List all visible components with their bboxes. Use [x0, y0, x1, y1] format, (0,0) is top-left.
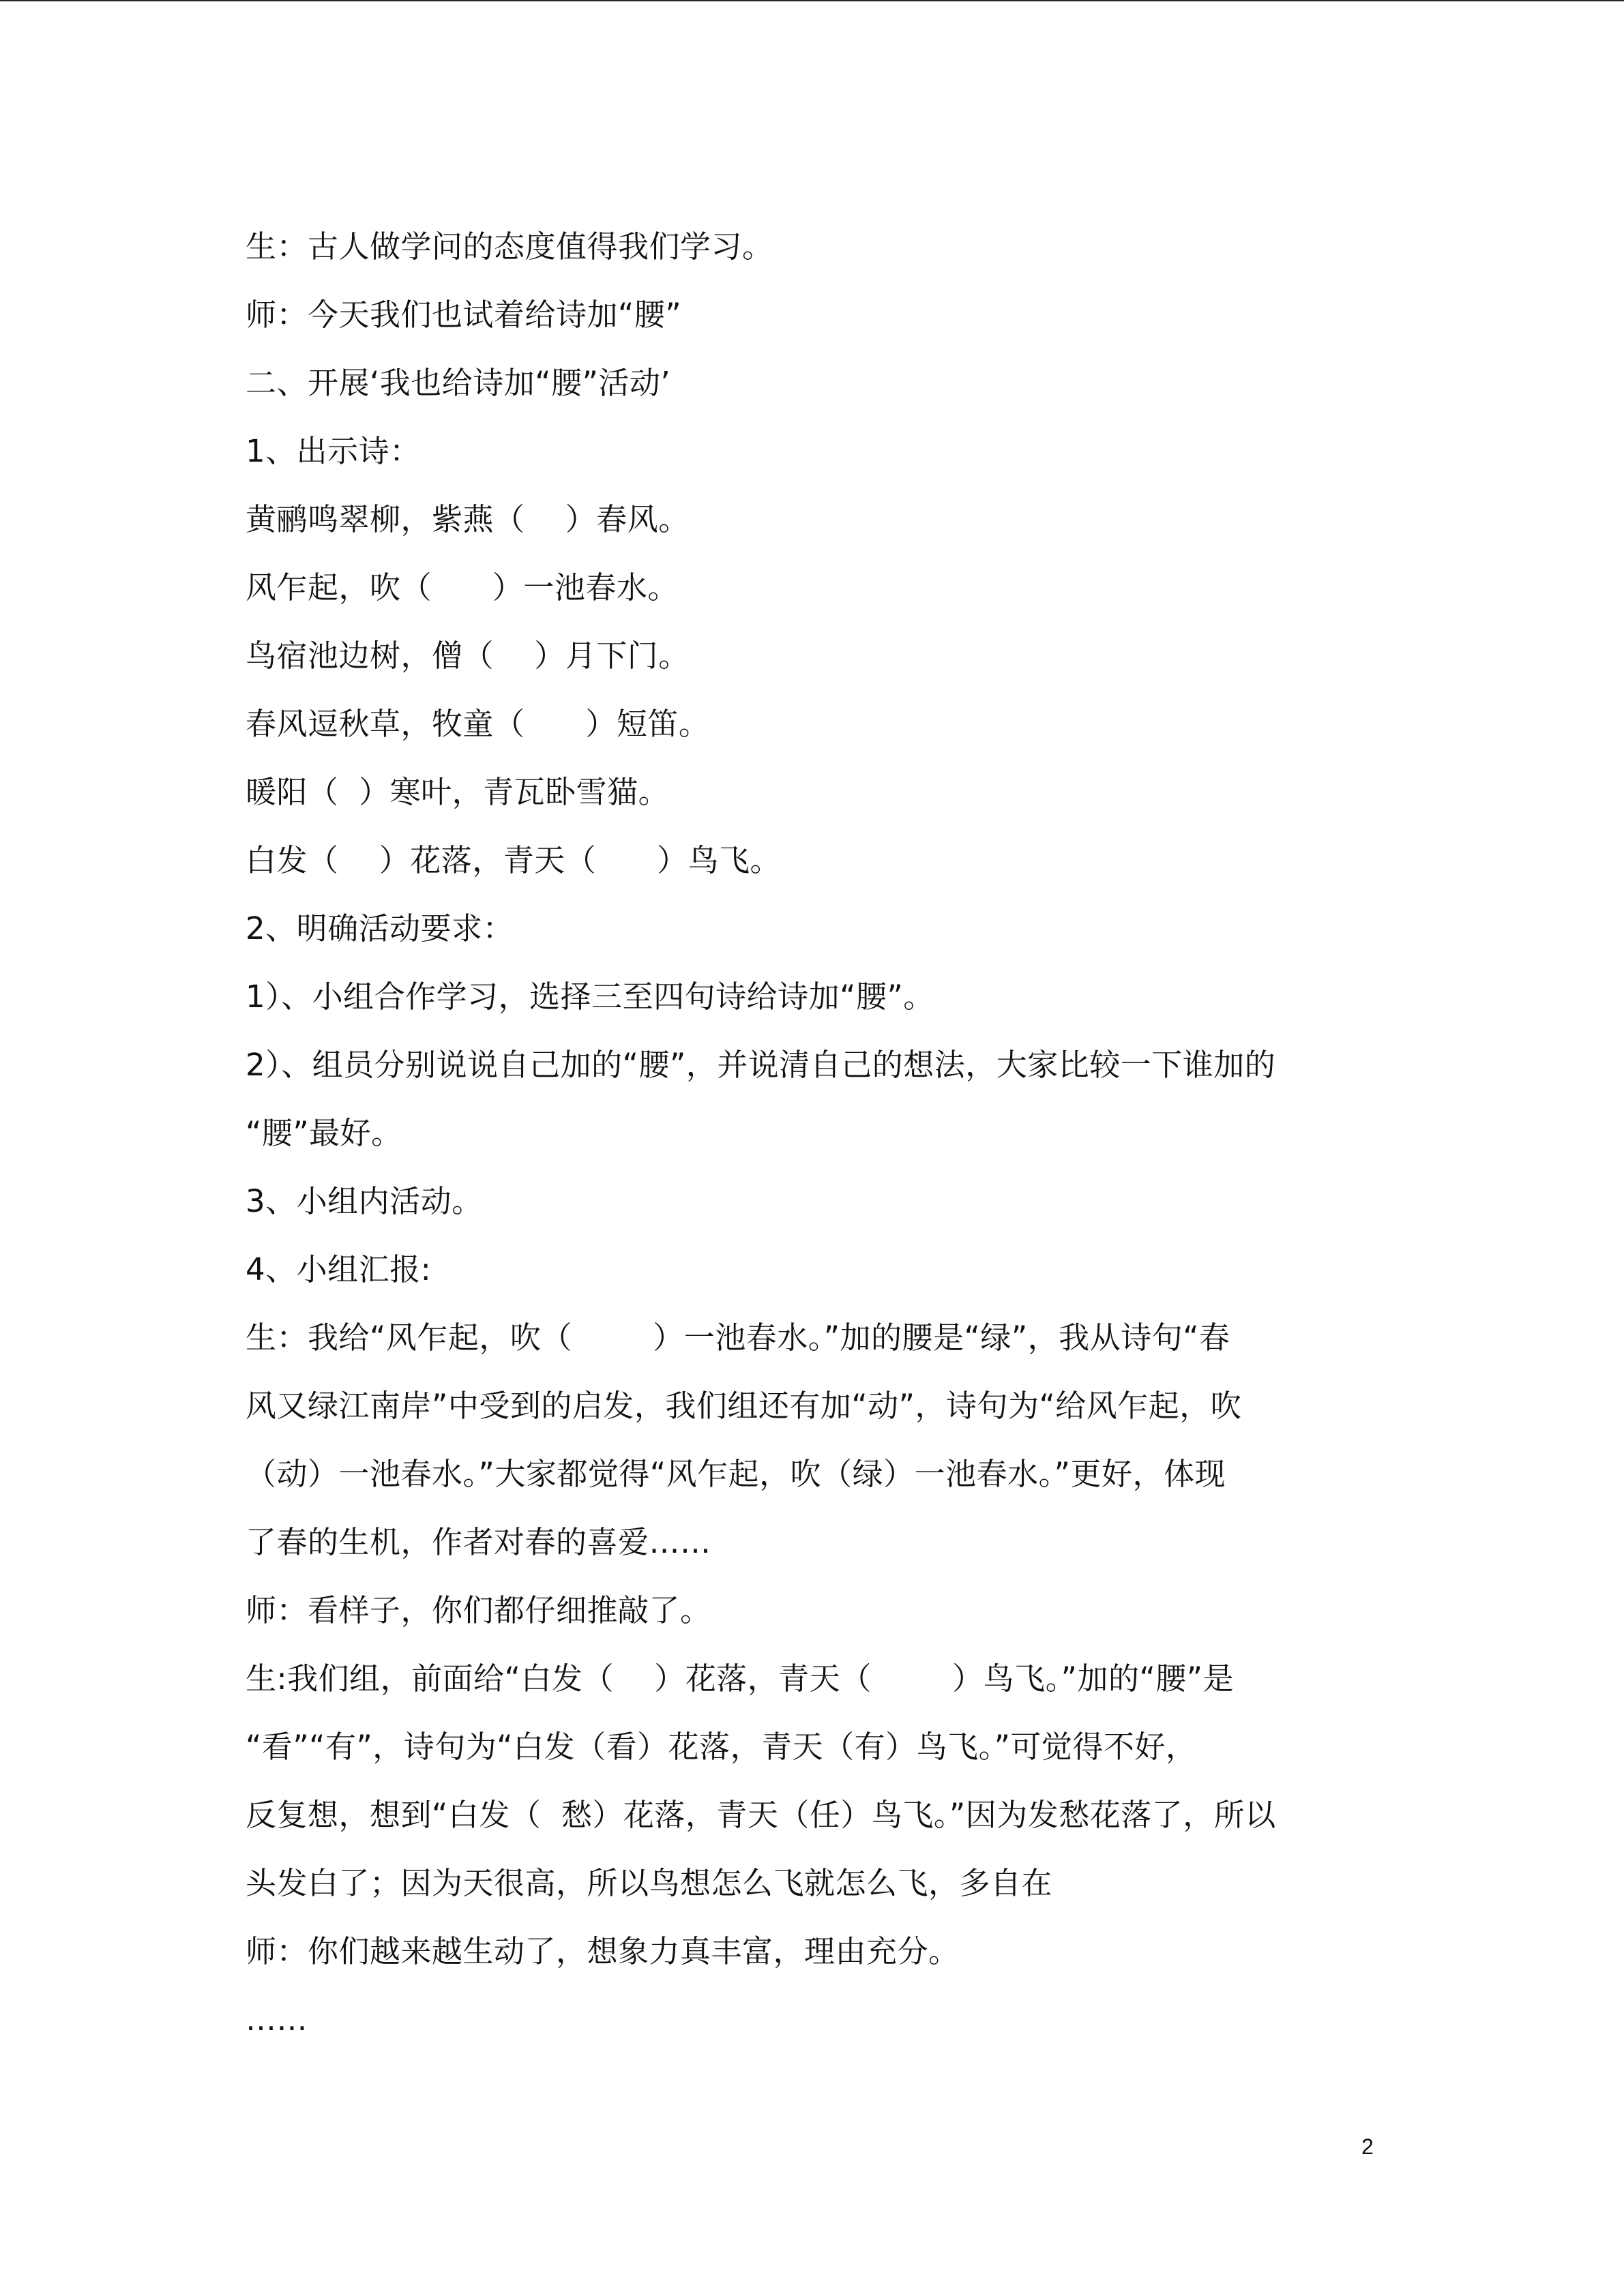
poem-line: 鸟宿池边树，僧（ ）月下门。: [246, 638, 690, 674]
poem-line: 风乍起，吹（ ）一池春水。: [246, 569, 679, 606]
text-line: 生:我们组，前面给“白发（ ）花落，青天（ ）鸟飞。”加的“腰”是: [246, 1660, 1235, 1697]
text-line: 生：我给“风乍起，吹（ ）一池春水。”加的腰是“绿”，我从诗句“春: [246, 1320, 1230, 1356]
section-heading: 二、开展‘我也给诗加“腰”活动’: [246, 365, 671, 401]
poem-line: 黄鹂鸣翠柳，紫燕（ ）春风。: [246, 501, 690, 537]
page-number: 2: [1361, 2134, 1374, 2159]
text-line: “腰”最好。: [246, 1115, 402, 1151]
text-line: 1、出示诗：: [246, 433, 421, 469]
poem-line: 白发（ ）花落，青天（ ）鸟飞。: [246, 842, 782, 878]
text-line: （动）一池春水。”大家都觉得“风乍起，吹（绿）一池春水。”更好，体现: [246, 1456, 1226, 1492]
text-line: 4、小组汇报:: [246, 1251, 432, 1287]
text-line: 风又绿江南岸”中受到的启发，我们组还有加“动”，诗句为“给风乍起，吹: [246, 1388, 1242, 1424]
text-line: 生：古人做学问的态度值得我们学习。: [246, 228, 773, 265]
text-line: 师：看样子，你们都仔细推敲了。: [246, 1592, 711, 1628]
text-line: 头发白了；因为天很高，所以鸟想怎么飞就怎么飞，多自在: [246, 1865, 1053, 1901]
poem-line: 暖阳（ ）寒叶，青瓦卧雪猫。: [246, 774, 670, 810]
document-body: [246, 213, 1386, 2054]
text-line: 反复想，想到“白发（ 愁）花落，青天（任）鸟飞。”因为发愁花落了，所以: [246, 1797, 1276, 1833]
text-line: “看”“有”，诗句为“白发（看）花落，青天（有）鸟飞。”可觉得不好，: [246, 1729, 1197, 1765]
text-line: 师：你们越来越生动了，想象力真丰富，理由充分。: [246, 1933, 960, 1969]
text-line: 1）、小组合作学习，选择三至四句诗给诗加“腰”。: [246, 979, 934, 1015]
top-border-rule: [0, 0, 1624, 1]
text-line: 了春的生机，作者对春的喜爱……: [246, 1524, 711, 1560]
text-line: 2）、组员分别说说自己加的“腰”，并说清自己的想法，大家比较一下谁加的: [246, 1047, 1276, 1083]
text-line: 3、小组内活动。: [246, 1183, 483, 1219]
poem-line: 春风逗秋草，牧童（ ）短笛。: [246, 706, 710, 742]
text-line: 2、明确活动要求：: [246, 910, 514, 946]
ellipsis-line: ……: [246, 2001, 308, 2038]
text-line: 师：今天我们也试着给诗加“腰”: [246, 297, 682, 333]
